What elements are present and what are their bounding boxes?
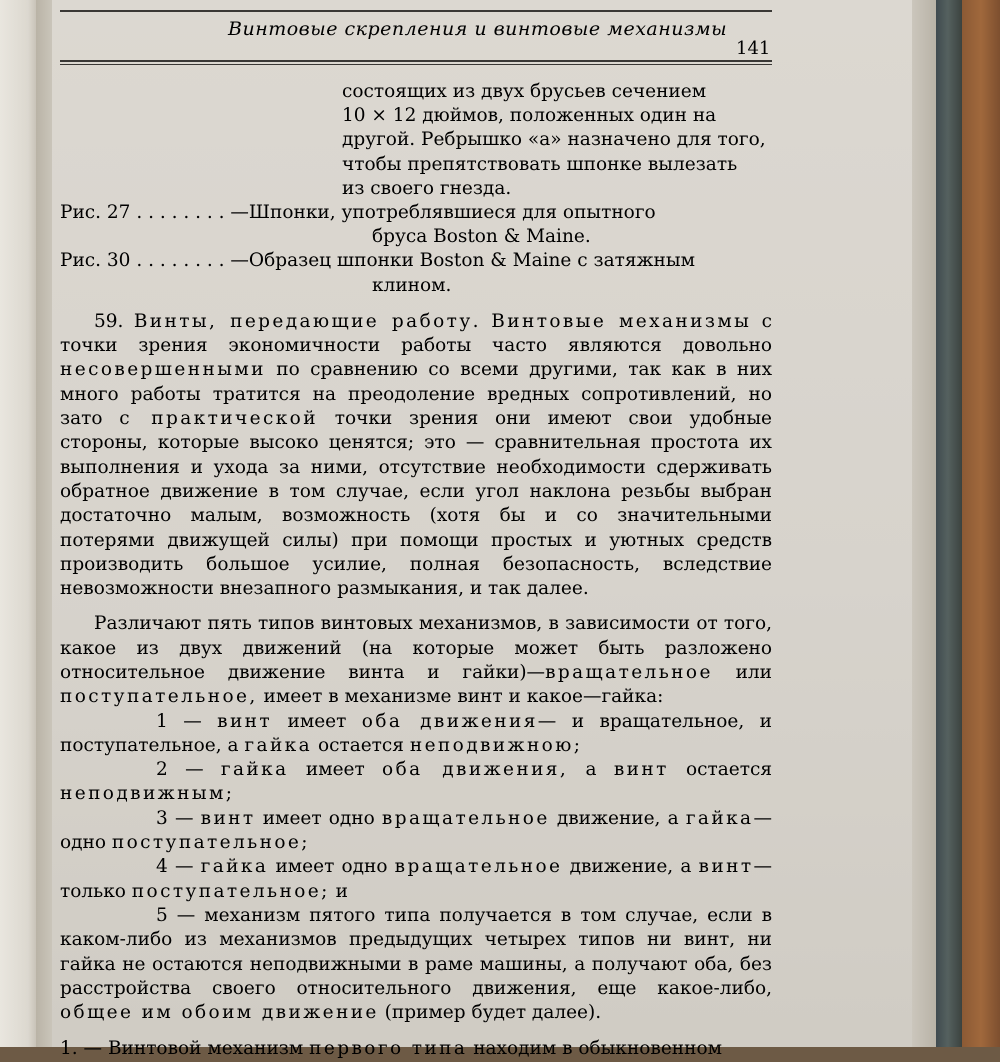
text-line: из своего гнезда. <box>342 177 512 199</box>
spaced-text: гайка <box>220 759 289 781</box>
item-number: 5 — <box>156 904 196 926</box>
spaced-text: общее им обоим движение <box>60 1002 379 1024</box>
next-section-paragraph <box>60 1037 772 1061</box>
wooden-surface <box>962 0 1000 1047</box>
figure-caption-continuation <box>342 80 772 201</box>
section-number: 59. <box>94 310 124 332</box>
paragraph-text: имеет одно <box>275 856 388 878</box>
spaced-text: неподвижным; <box>60 783 235 805</box>
list-item <box>60 758 772 807</box>
figure-label: Рис. 30 . . . . . . . . — <box>60 250 249 272</box>
paragraph-text: с точки зрения экономичности работы часто являются довольно <box>60 310 773 357</box>
spaced-text: с практической <box>119 408 318 430</box>
list-item <box>60 904 772 1025</box>
paragraph-text: имеет <box>305 759 365 781</box>
page-number: 141 <box>736 38 771 59</box>
book-cover-edge <box>936 0 962 1047</box>
paragraph-text: находим в обыкновенном <box>473 1038 722 1060</box>
spaced-text: гайка <box>244 734 313 756</box>
paragraph-text: и <box>335 880 348 902</box>
figure-description: клином. <box>372 274 452 296</box>
paragraph-text: имеет <box>287 710 347 732</box>
spaced-text: оба движения <box>361 710 538 732</box>
paragraph-text: — и вращательное, и поступательное, а <box>60 710 773 756</box>
item-number: 2 — <box>156 759 204 781</box>
paragraph-text: или <box>735 661 772 683</box>
item-number: 4 — <box>156 856 194 878</box>
header-rule-bottom-thin <box>60 64 772 65</box>
header-rule-top <box>60 10 772 12</box>
list-item <box>60 807 772 856</box>
header-rule-bottom <box>60 60 772 62</box>
text-line: чтобы препятствовать шпонке вылезать <box>342 153 738 175</box>
paragraph-text: механизм пятого типа получается в том случае, если в каком-либо из механизмов предыдущих четырех типов ни винт, ни гайка не остаются неподвижными в раме машины, а получают оба, без расстройства своего относительного движения, еще какое-либо, <box>60 904 772 999</box>
paragraph-text: а <box>585 759 597 781</box>
spaced-text: несовершенными <box>60 359 266 381</box>
types-paragraph <box>60 612 772 709</box>
section-59-paragraph <box>60 310 772 602</box>
page-header <box>60 8 772 64</box>
paragraph-text: (пример будет далее). <box>384 1002 602 1024</box>
paragraph-text: остается <box>686 759 773 781</box>
spaced-text: вращательное <box>394 856 563 878</box>
spaced-text: винт <box>217 710 273 732</box>
paragraph-text: имеет одно <box>262 807 375 829</box>
spaced-text: гайка <box>200 856 269 878</box>
figure-label: Рис. 27 . . . . . . . . — <box>60 202 249 224</box>
spaced-text: вращательное <box>381 807 550 829</box>
paragraph-text: точки зрения они имеют свои удобные стороны, которые высоко ценятся; это — сравнительная простота их выполнения и ухода за ними, отсутствие необходимости сдерживать обратное движение в том случае, если угол наклона резьбы выбран достаточно малым, возможность (хотя бы и со значительными потерями движущей силы) при помощи простых и уютных средств производить большое усилие, полная безопасность, вследствие невозможности внезапного размыкания, и так далее. <box>60 408 772 600</box>
spaced-text: поступательное; <box>111 832 310 854</box>
paragraph-text: — одно <box>60 807 772 854</box>
spaced-text: гайка <box>685 807 754 829</box>
spaced-text: винт <box>200 807 256 829</box>
running-title: Винтовые скрепления и винтовые механизмы <box>228 18 728 40</box>
spaced-text: Винтовые механизмы <box>491 310 752 332</box>
spaced-text: винт <box>613 759 669 781</box>
paragraph-text: движение, а <box>569 856 692 878</box>
spaced-text: неподвижною; <box>409 734 583 756</box>
body-text <box>60 80 772 1062</box>
spaced-text: вращательное <box>545 661 713 683</box>
spaced-text: первого типа <box>309 1038 468 1060</box>
page-stack-edge <box>912 0 938 1047</box>
figure-description: Образец шпонки Boston & Maine с затяжным <box>248 250 695 272</box>
paragraph-text: по сравнению со всеми другими, так как в них много работы тратится на преодоление вредных сопротивлений, но зато <box>60 359 772 430</box>
spaced-text: оба движения, <box>382 759 569 781</box>
list-item <box>60 710 772 759</box>
text-line: 10 ⨯ 12 дюймов, положенных один на <box>342 105 717 127</box>
item-number: 1 — <box>156 710 202 732</box>
paragraph-text: имеет в механизме винт и какое—гайка: <box>263 686 664 708</box>
types-list <box>60 710 772 1026</box>
figure-entry-30 <box>60 249 772 297</box>
figure-description: бруса Boston & Maine. <box>372 226 591 248</box>
paragraph-text: движение, а <box>556 807 679 829</box>
text-line: состоящих из двух брусьев сечением <box>342 81 707 102</box>
left-page-edge <box>0 0 40 1047</box>
paragraph-text: Различают пять типов винтовых механизмов, в зависимости от того, какое из двух движений (на которые может быть разложено относительное движение винта и гайки)— <box>60 613 772 683</box>
paragraph-text: — только <box>60 856 772 902</box>
figure-entry-27 <box>60 201 772 249</box>
section-title: Винты, передающие работу. <box>133 310 481 332</box>
item-number: 1. — <box>60 1038 103 1060</box>
paragraph-text: Винтовой механизм <box>107 1038 304 1060</box>
spaced-text: поступательное, <box>60 686 258 708</box>
list-item <box>60 855 772 904</box>
paragraph-text: остается <box>317 734 404 756</box>
text-line: другой. Ребрышко «а» назначено для того, <box>342 129 766 151</box>
spaced-text: винт <box>698 856 754 878</box>
figure-description: Шпонки, употреблявшиеся для опытного <box>248 202 656 224</box>
spaced-text: поступательное; <box>131 880 330 902</box>
item-number: 3 — <box>156 807 194 829</box>
